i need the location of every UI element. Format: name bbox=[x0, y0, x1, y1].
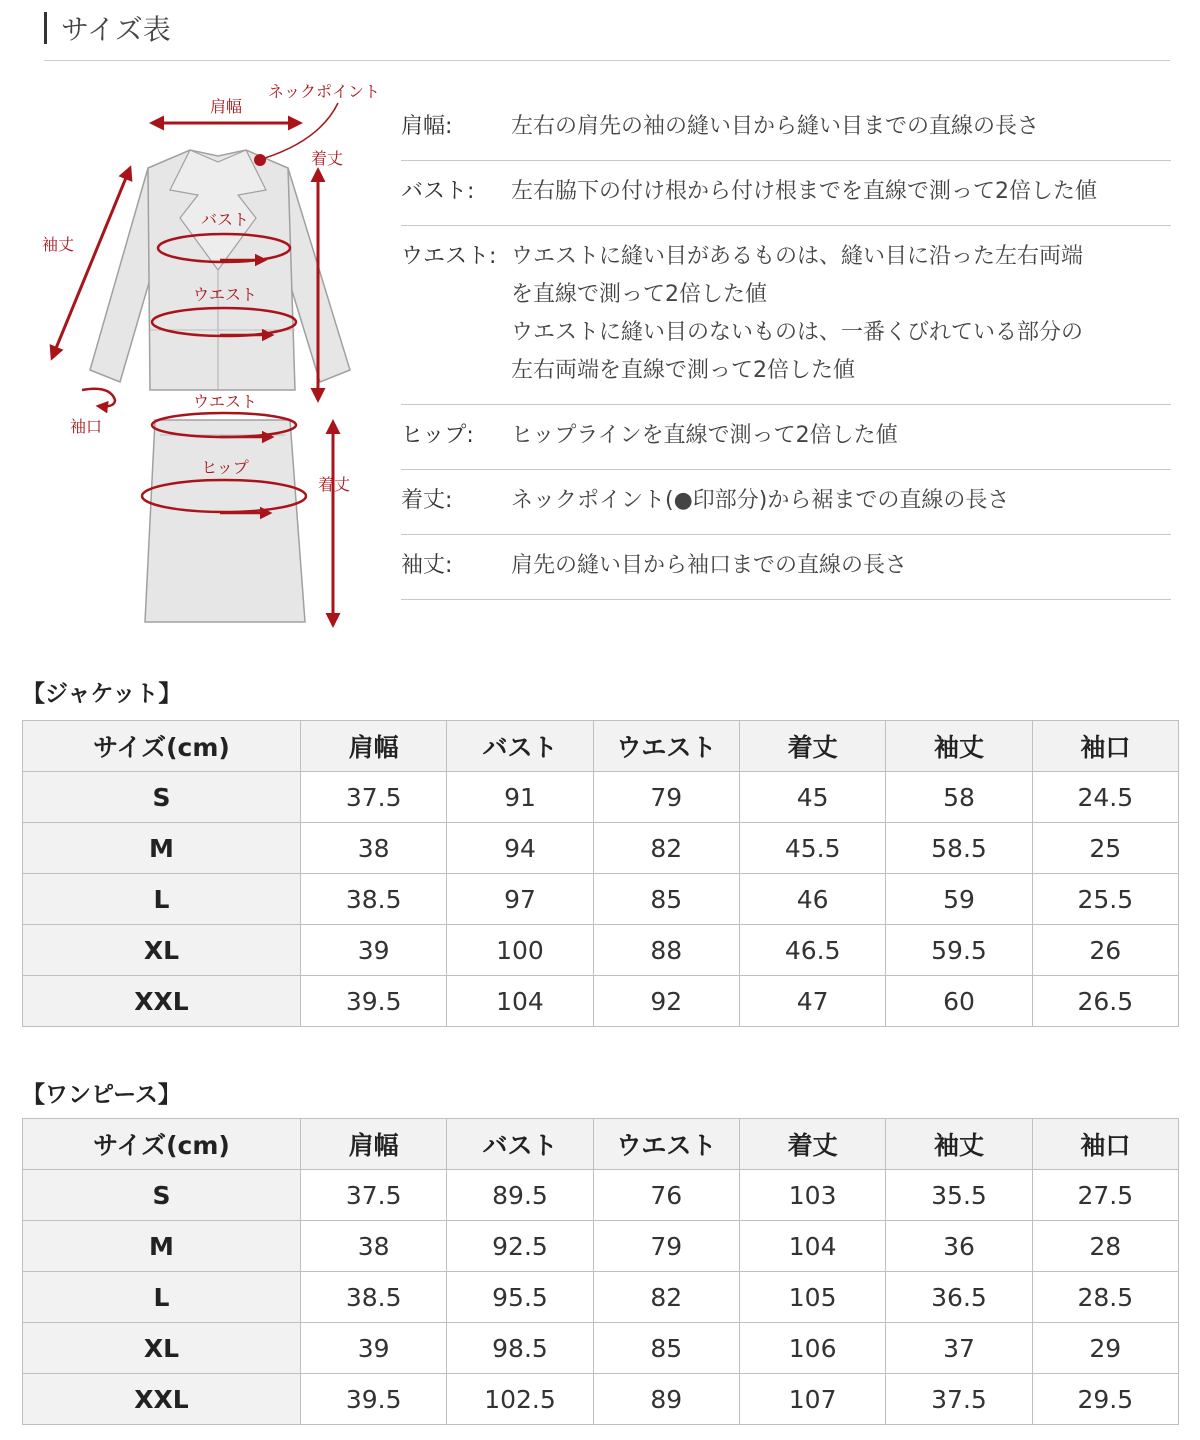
table-cell: 39 bbox=[301, 925, 447, 976]
size-label-cell: XL bbox=[23, 925, 301, 976]
table-cell: 24.5 bbox=[1032, 772, 1178, 823]
table-cell: 104 bbox=[447, 976, 593, 1027]
definition-line: 左右両端を直線で測って2倍した値 bbox=[511, 358, 855, 383]
definition-line: 肩先の縫い目から袖口までの直線の長さ bbox=[511, 553, 908, 578]
definition-description bbox=[511, 238, 1171, 390]
neck-point-dot bbox=[254, 154, 266, 166]
table-cell: 59 bbox=[886, 874, 1032, 925]
definition-line: 左右脇下の付け根から付け根までを直線で測って2倍した値 bbox=[511, 179, 1097, 204]
table-cell: 103 bbox=[739, 1170, 885, 1221]
table-cell: 35.5 bbox=[886, 1170, 1032, 1221]
definition-description bbox=[511, 417, 1171, 455]
table-cell: 39.5 bbox=[301, 976, 447, 1027]
label-length-bottom: 着丈 bbox=[317, 475, 351, 494]
table-cell: 105 bbox=[739, 1272, 885, 1323]
table-cell: 26.5 bbox=[1032, 976, 1178, 1027]
definition-line: ウエストに縫い目のないものは、一番くびれている部分の bbox=[511, 320, 1084, 345]
definition-term: バスト: bbox=[401, 179, 475, 204]
table-cell: 28 bbox=[1032, 1221, 1178, 1272]
table-cell: 76 bbox=[593, 1170, 739, 1221]
table-cell: 79 bbox=[593, 772, 739, 823]
definition-line: ネックポイント(●印部分)から裾までの直線の長さ bbox=[511, 488, 1010, 513]
column-header: 着丈 bbox=[739, 721, 885, 772]
definition-description bbox=[511, 482, 1171, 520]
column-header: バスト bbox=[447, 721, 593, 772]
table-row bbox=[23, 925, 1179, 976]
table-cell: 29.5 bbox=[1032, 1374, 1178, 1425]
column-header: 肩幅 bbox=[301, 721, 447, 772]
table-cell: 97 bbox=[447, 874, 593, 925]
table-cell: 98.5 bbox=[447, 1323, 593, 1374]
column-header: サイズ(cm) bbox=[23, 721, 301, 772]
page-title bbox=[44, 8, 171, 48]
table-cell: 104 bbox=[739, 1221, 885, 1272]
table-cell: 38 bbox=[301, 1221, 447, 1272]
table-cell: 39 bbox=[301, 1323, 447, 1374]
label-sleeve: 袖丈 bbox=[41, 235, 75, 254]
table-cell: 89.5 bbox=[447, 1170, 593, 1221]
table-cell: 38.5 bbox=[301, 874, 447, 925]
definition-line: 左右の肩先の袖の縫い目から縫い目までの直線の長さ bbox=[511, 114, 1040, 139]
table-cell: 37 bbox=[886, 1323, 1032, 1374]
table-cell: 25.5 bbox=[1032, 874, 1178, 925]
table-cell: 25 bbox=[1032, 823, 1178, 874]
table-row bbox=[23, 1272, 1179, 1323]
table-cell: 28.5 bbox=[1032, 1272, 1178, 1323]
table-cell: 45.5 bbox=[739, 823, 885, 874]
table-row bbox=[23, 1221, 1179, 1272]
definition-description bbox=[511, 547, 1171, 585]
label-bust: バスト bbox=[200, 210, 250, 229]
definition-term: 着丈: bbox=[401, 488, 453, 513]
table-cell: 107 bbox=[739, 1374, 885, 1425]
definition-term: 肩幅: bbox=[401, 114, 453, 139]
table-cell: 29 bbox=[1032, 1323, 1178, 1374]
table-cell: 36.5 bbox=[886, 1272, 1032, 1323]
column-header: ウエスト bbox=[593, 721, 739, 772]
table-cell: 59.5 bbox=[886, 925, 1032, 976]
table-cell: 36 bbox=[886, 1221, 1032, 1272]
skirt-body bbox=[145, 420, 305, 622]
table-row bbox=[23, 823, 1179, 874]
size-label-cell: S bbox=[23, 772, 301, 823]
size-label-cell: S bbox=[23, 1170, 301, 1221]
table-row bbox=[23, 1323, 1179, 1374]
page-title-text: サイズ表 bbox=[61, 13, 171, 46]
table-cell: 46 bbox=[739, 874, 885, 925]
table-cell: 79 bbox=[593, 1221, 739, 1272]
table-row bbox=[23, 874, 1179, 925]
jacket-section-label: 【ジャケット】 bbox=[22, 681, 182, 707]
table-cell: 26 bbox=[1032, 925, 1178, 976]
jacket-size-table bbox=[22, 720, 1179, 1027]
column-header: サイズ(cm) bbox=[23, 1119, 301, 1170]
table-cell: 95.5 bbox=[447, 1272, 593, 1323]
table-cell: 37.5 bbox=[886, 1374, 1032, 1425]
definition-line: を直線で測って2倍した値 bbox=[511, 282, 767, 307]
title-divider bbox=[44, 60, 1170, 61]
title-bar bbox=[44, 12, 47, 44]
definition-term: 袖丈: bbox=[401, 553, 453, 578]
table-cell: 88 bbox=[593, 925, 739, 976]
definition-row bbox=[401, 535, 1171, 600]
definition-row bbox=[401, 161, 1171, 226]
table-cell: 92 bbox=[593, 976, 739, 1027]
table-cell: 89 bbox=[593, 1374, 739, 1425]
definition-term: ヒップ: bbox=[401, 423, 474, 448]
table-cell: 106 bbox=[739, 1323, 885, 1374]
size-label-cell: XL bbox=[23, 1323, 301, 1374]
table-cell: 91 bbox=[447, 772, 593, 823]
label-waist-bottom: ウエスト bbox=[192, 392, 258, 411]
table-cell: 47 bbox=[739, 976, 885, 1027]
label-waist-top: ウエスト bbox=[192, 285, 258, 304]
table-cell: 94 bbox=[447, 823, 593, 874]
label-cuff: 袖口 bbox=[69, 417, 103, 436]
table-cell: 38.5 bbox=[301, 1272, 447, 1323]
table-row bbox=[23, 1170, 1179, 1221]
size-label-cell: XXL bbox=[23, 976, 301, 1027]
table-cell: 102.5 bbox=[447, 1374, 593, 1425]
definition-row bbox=[401, 470, 1171, 535]
table-cell: 85 bbox=[593, 1323, 739, 1374]
table-cell: 60 bbox=[886, 976, 1032, 1027]
label-neck-point: ネックポイント bbox=[267, 82, 381, 101]
column-header: バスト bbox=[447, 1119, 593, 1170]
table-row bbox=[23, 1374, 1179, 1425]
garment-measurement-diagram bbox=[20, 70, 400, 640]
column-header: 肩幅 bbox=[301, 1119, 447, 1170]
onepiece-size-table bbox=[22, 1118, 1179, 1425]
table-header-row bbox=[23, 1119, 1179, 1170]
definition-term: ウエスト: bbox=[401, 244, 497, 269]
table-cell: 38 bbox=[301, 823, 447, 874]
table-cell: 58 bbox=[886, 772, 1032, 823]
definition-line: ウエストに縫い目があるものは、縫い目に沿った左右両端 bbox=[511, 244, 1084, 269]
size-label-cell: M bbox=[23, 823, 301, 874]
table-cell: 92.5 bbox=[447, 1221, 593, 1272]
table-cell: 85 bbox=[593, 874, 739, 925]
definition-description bbox=[511, 108, 1171, 146]
table-cell: 45 bbox=[739, 772, 885, 823]
size-label-cell: L bbox=[23, 874, 301, 925]
table-cell: 58.5 bbox=[886, 823, 1032, 874]
size-label-cell: L bbox=[23, 1272, 301, 1323]
table-cell: 37.5 bbox=[301, 1170, 447, 1221]
table-cell: 37.5 bbox=[301, 772, 447, 823]
definition-line: ヒップラインを直線で測って2倍した値 bbox=[511, 423, 898, 448]
table-cell: 100 bbox=[447, 925, 593, 976]
column-header: 袖丈 bbox=[886, 721, 1032, 772]
onepiece-section-label: 【ワンピース】 bbox=[22, 1082, 181, 1108]
table-cell: 46.5 bbox=[739, 925, 885, 976]
table-cell: 39.5 bbox=[301, 1374, 447, 1425]
table-cell: 82 bbox=[593, 823, 739, 874]
table-cell: 27.5 bbox=[1032, 1170, 1178, 1221]
size-label-cell: M bbox=[23, 1221, 301, 1272]
measurement-definitions bbox=[401, 96, 1171, 600]
table-header-row bbox=[23, 721, 1179, 772]
label-shoulder: 肩幅 bbox=[209, 97, 243, 116]
column-header: 袖口 bbox=[1032, 1119, 1178, 1170]
column-header: 袖丈 bbox=[886, 1119, 1032, 1170]
definition-description bbox=[511, 173, 1171, 211]
label-hip: ヒップ bbox=[201, 458, 249, 477]
definition-row bbox=[401, 405, 1171, 470]
table-cell: 82 bbox=[593, 1272, 739, 1323]
table-row bbox=[23, 772, 1179, 823]
definition-row bbox=[401, 96, 1171, 161]
column-header: 袖口 bbox=[1032, 721, 1178, 772]
column-header: 着丈 bbox=[739, 1119, 885, 1170]
column-header: ウエスト bbox=[593, 1119, 739, 1170]
label-length-top: 着丈 bbox=[310, 149, 344, 168]
size-label-cell: XXL bbox=[23, 1374, 301, 1425]
table-row bbox=[23, 976, 1179, 1027]
definition-row bbox=[401, 226, 1171, 405]
